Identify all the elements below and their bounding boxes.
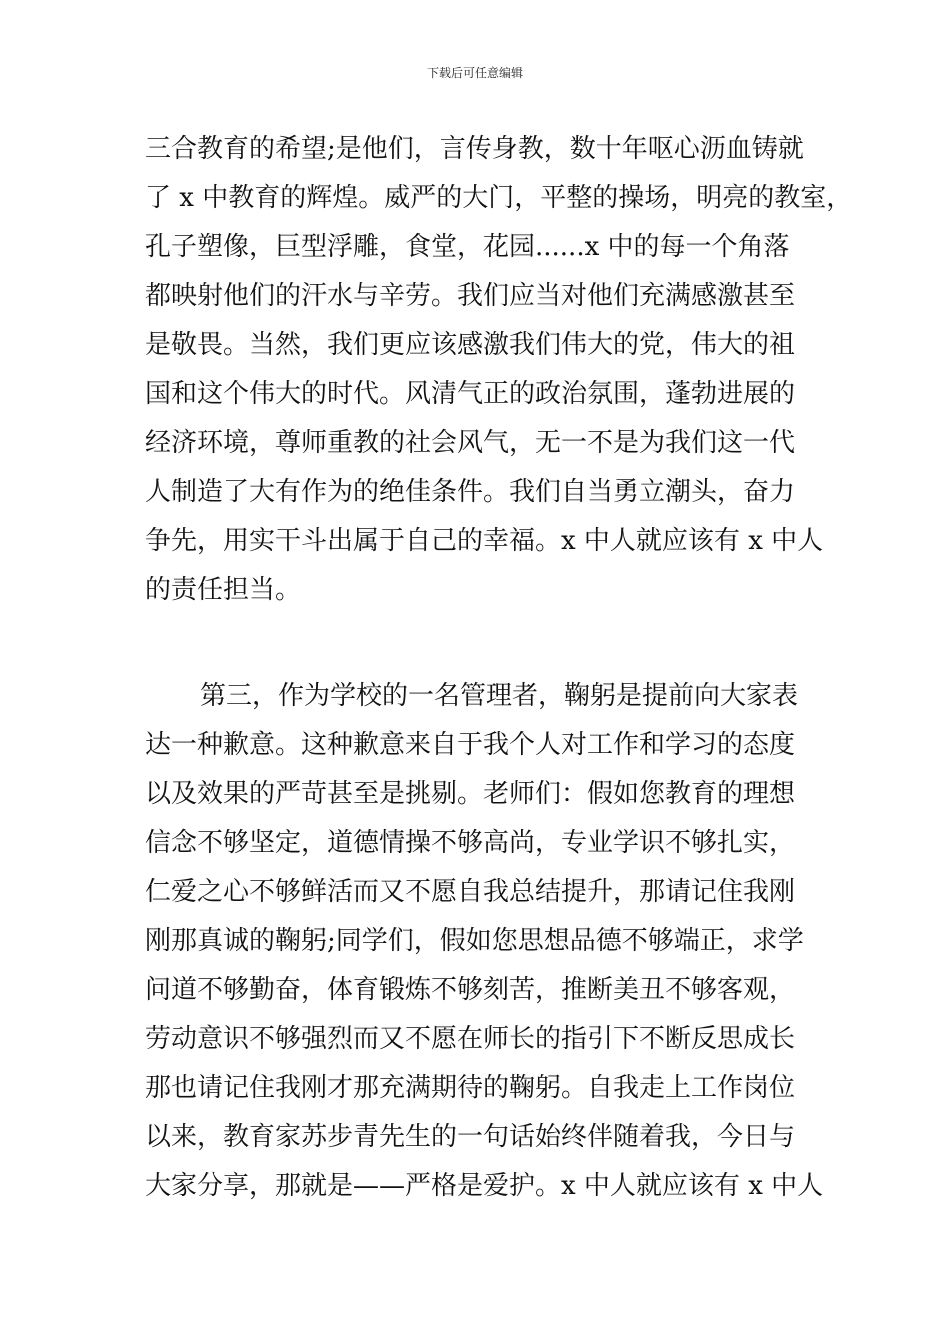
text-line: 了 x 中教育的辉煌。威严的大门，平整的操场，明亮的教室，: [145, 183, 853, 213]
text-line: 三合教育的希望;是他们，言传身教，数十年呕心沥血铸就: [145, 134, 804, 164]
text-line: 国和这个伟大的时代。风清气正的政治氛围，蓬勃进展的: [145, 379, 796, 409]
text-line: 以及效果的严苛甚至是挑剔。老师们：假如您教育的理想: [145, 779, 796, 809]
text-line: 达一种歉意。这种歉意来自于我个人对工作和学习的态度: [145, 730, 796, 760]
text-line: 以来，教育家苏步青先生的一句话始终伴随着我，今日与: [145, 1122, 796, 1152]
text-line: 是敬畏。当然，我们更应该感激我们伟大的党，伟大的祖: [145, 330, 796, 360]
text-line: 劳动意识不够强烈而又不愿在师长的指引下不断反思成长: [145, 1024, 796, 1054]
text-line: 都映射他们的汗水与辛劳。我们应当对他们充满感激甚至: [145, 281, 796, 311]
text-line: 经济环境，尊师重教的社会风气，无一不是为我们这一代: [145, 428, 796, 458]
text-line: 刚那真诚的鞠躬;同学们，假如您思想品德不够端正，求学: [145, 926, 804, 956]
text-line: 问道不够勤奋，体育锻炼不够刻苦，推断美丑不够客观，: [145, 975, 796, 1005]
paragraph-1: [145, 125, 853, 615]
text-line: 孔子塑像，巨型浮雕，食堂，花园......x 中的每一个角落: [145, 232, 790, 262]
paragraph-2: [145, 672, 824, 1211]
text-line: 争先，用实干斗出属于自己的幸福。x 中人就应该有 x 中人: [145, 526, 824, 556]
text-line: 那也请记住我刚才那充满期待的鞠躬。自我走上工作岗位: [145, 1073, 796, 1103]
text-line: 的责任担当。: [145, 575, 302, 605]
text-line: 人制造了大有作为的绝佳条件。我们自当勇立潮头，奋力: [145, 477, 796, 507]
text-line: 第三，作为学校的一名管理者，鞠躬是提前向大家表: [200, 681, 799, 711]
text-line: 大家分享，那就是——严格是爱护。x 中人就应该有 x 中人: [145, 1171, 824, 1201]
page-header: 下载后可任意编辑: [426, 66, 523, 80]
text-line: 信念不够坚定，道德情操不够高尚，专业学识不够扎实，: [145, 828, 796, 858]
text-line: 仁爱之心不够鲜活而又不愿自我总结提升，那请记住我刚: [145, 877, 796, 907]
